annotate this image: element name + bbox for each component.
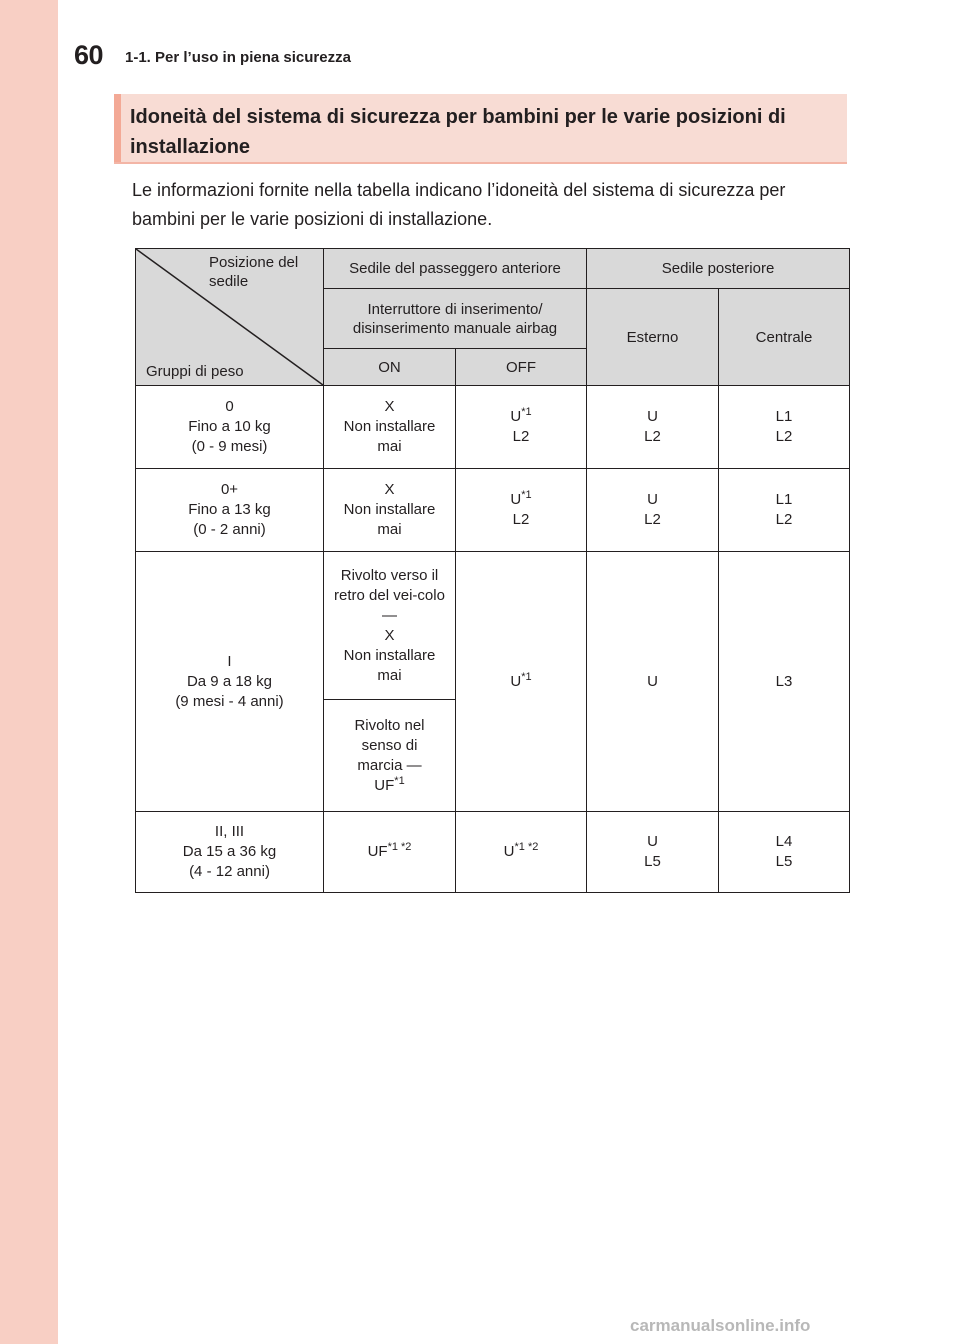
footnote-ref: *1 xyxy=(521,489,532,501)
child-seat-suitability-table xyxy=(135,248,850,893)
cell-code: X xyxy=(384,398,395,415)
cell-off xyxy=(456,552,587,812)
row-group: 0+ xyxy=(220,481,239,498)
table-row xyxy=(136,812,850,893)
row-age: (4 - 12 anni) xyxy=(189,863,270,880)
row-group-cell xyxy=(136,469,324,552)
row-group: I xyxy=(227,652,232,670)
cell-code: X xyxy=(384,626,395,644)
cell-code: U xyxy=(647,491,658,508)
cell-code: U xyxy=(510,408,522,425)
cell-center: L3 xyxy=(719,552,850,812)
header-outer: Esterno xyxy=(587,289,719,386)
cell-outer xyxy=(587,469,719,552)
cell-code: L5 xyxy=(775,853,793,870)
footnote-ref: *1 xyxy=(521,670,532,683)
cell-code: U xyxy=(647,408,658,425)
header-on: ON xyxy=(324,349,456,386)
footnote-ref: *1 *2 xyxy=(387,841,412,853)
cell-outer xyxy=(587,812,719,893)
cell-code: X xyxy=(384,481,395,498)
footnote-ref: *1 *2 xyxy=(514,841,539,853)
row-age: (9 mesi - 4 anni) xyxy=(175,692,284,710)
cell-note: Non installare mai xyxy=(343,501,436,538)
row-group: 0 xyxy=(225,398,234,415)
row-group-cell xyxy=(136,812,324,893)
cell-code: L4 xyxy=(775,833,793,850)
cell-code: L2 xyxy=(644,428,661,445)
cell-code: L5 xyxy=(644,853,661,870)
header-center: Centrale xyxy=(719,289,850,386)
cell-code: U xyxy=(503,843,515,860)
cell-code: UF xyxy=(374,776,395,794)
cell-code: U xyxy=(510,491,522,508)
cell-center xyxy=(719,469,850,552)
cell-on xyxy=(324,812,456,893)
header-airbag-switch xyxy=(324,289,587,349)
corner-weight-group-label: Gruppi di peso xyxy=(146,363,244,380)
row-group-cell xyxy=(136,386,324,469)
cell-code: L2 xyxy=(775,428,793,445)
watermark: carmanualsonline.info xyxy=(630,1316,811,1335)
header-rear-seat: Sedile posteriore xyxy=(587,249,850,289)
cell-on xyxy=(324,469,456,552)
section-title: Idoneità del sistema di sicurezza per bambini per le varie posizioni di installazione xyxy=(130,106,786,158)
table-row xyxy=(136,552,850,700)
cell-code: L2 xyxy=(644,511,661,528)
row-age: (0 - 9 mesi) xyxy=(191,438,268,455)
cell-center xyxy=(719,812,850,893)
row-age: (0 - 2 anni) xyxy=(193,521,266,538)
table-corner-cell xyxy=(136,249,324,386)
row-weight: Fino a 13 kg xyxy=(188,501,271,518)
page-side-band xyxy=(0,0,58,1344)
row-group: II, III xyxy=(214,823,245,840)
cell-on xyxy=(324,386,456,469)
footnote-ref: *1 xyxy=(521,406,532,418)
cell-code: L1 xyxy=(775,491,793,508)
section-heading-box xyxy=(114,94,847,164)
section-accent-bar xyxy=(114,94,121,162)
cell-code: L1 xyxy=(775,408,793,425)
table-row xyxy=(136,386,850,469)
cell-code: L2 xyxy=(512,511,530,528)
footnote-ref: *1 xyxy=(394,774,405,787)
table-row xyxy=(136,469,850,552)
cell-center xyxy=(719,386,850,469)
cell-note: Non installare mai xyxy=(343,646,436,684)
cell-on-forward-facing xyxy=(324,700,456,812)
cell-off xyxy=(456,469,587,552)
airbag-switch-label: Interruttore di inserimento/ disinserimento manuale airbag xyxy=(352,300,558,337)
page-number: 60 xyxy=(74,40,104,70)
cell-code: U xyxy=(510,672,522,690)
header-off: OFF xyxy=(456,349,587,386)
cell-code: L2 xyxy=(512,428,530,445)
cell-code: UF xyxy=(367,843,388,860)
cell-code: L2 xyxy=(775,511,793,528)
cell-note: Rivolto verso il retro del vei-colo — xyxy=(334,566,445,624)
intro-paragraph: Le informazioni fornite nella tabella indicano l’idoneità del sistema di sicurezza per bambini per le varie posizioni di installazione. xyxy=(132,180,786,229)
row-group-cell xyxy=(136,552,324,812)
cell-code: U xyxy=(647,833,658,850)
row-weight: Da 15 a 36 kg xyxy=(182,843,277,860)
row-weight: Fino a 10 kg xyxy=(188,418,271,435)
cell-outer: U xyxy=(587,552,719,812)
corner-seat-position-label: Posizione del sedile xyxy=(209,254,299,290)
cell-outer xyxy=(587,386,719,469)
row-weight: Da 9 a 18 kg xyxy=(186,672,273,690)
cell-off xyxy=(456,812,587,893)
cell-on-rear-facing xyxy=(324,552,456,700)
cell-note: Rivolto nel senso di marcia — xyxy=(354,716,425,774)
header-front-seat: Sedile del passeggero anteriore xyxy=(324,249,587,289)
running-header: 1-1. Per l’uso in piena sicurezza xyxy=(125,49,351,66)
cell-note: Non installare mai xyxy=(343,418,436,455)
cell-off xyxy=(456,386,587,469)
